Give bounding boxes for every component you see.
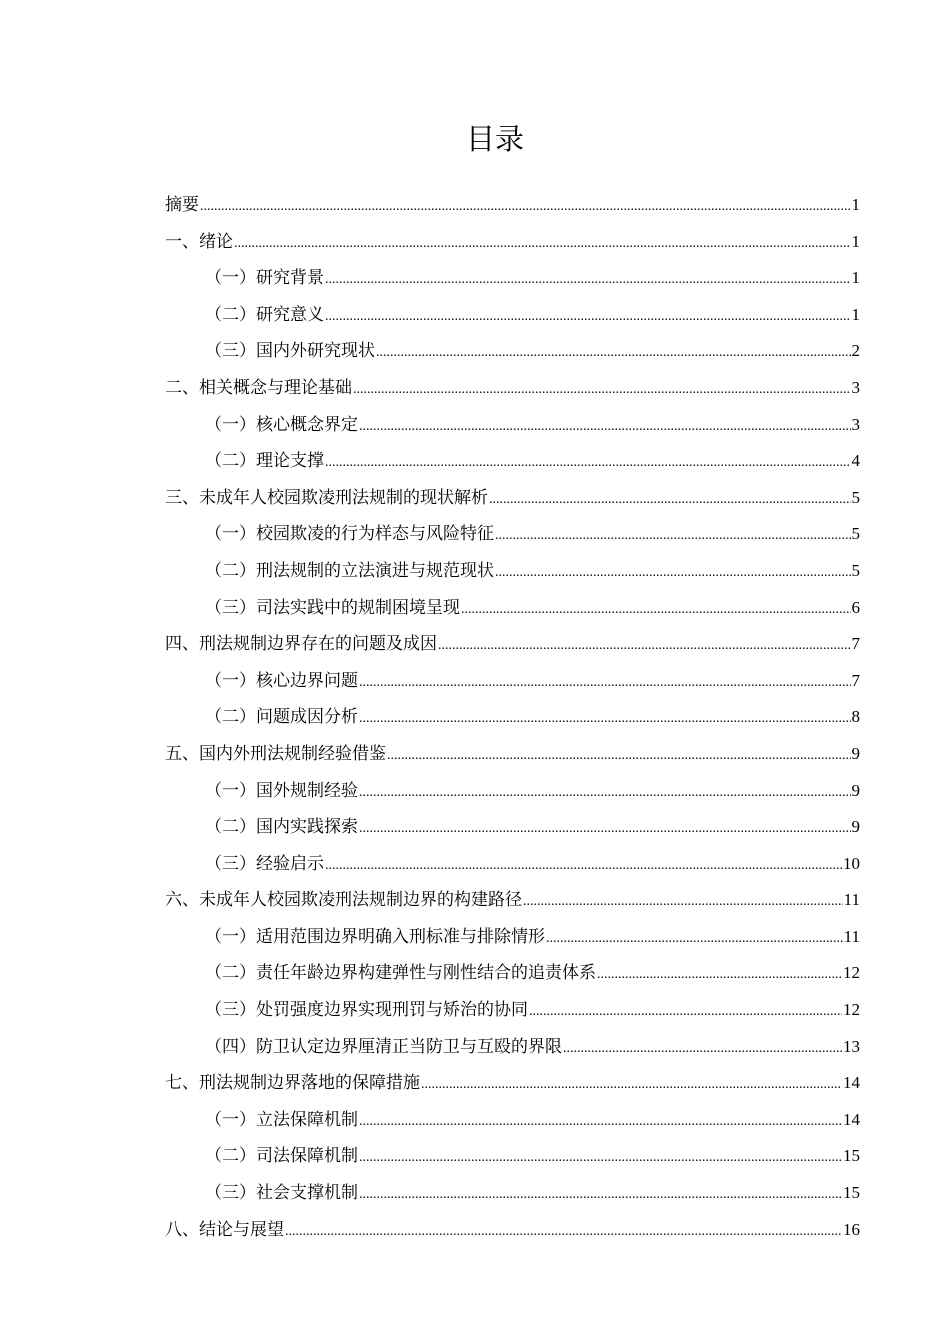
toc-entry-title: （二）刑法规制的立法演进与规范现状 [205, 560, 494, 581]
toc-dot-leader [325, 299, 851, 336]
toc-entry-title: （一）适用范围边界明确入刑标准与排除情形 [205, 926, 545, 947]
toc-entry-title: （二）责任年龄边界构建弹性与刚性结合的追责体系 [205, 963, 596, 984]
toc-dot-leader [325, 848, 842, 885]
toc-dot-leader [376, 335, 851, 372]
toc-page-number: 12 [843, 1000, 860, 1020]
toc-page-number: 3 [851, 414, 860, 434]
toc-entry[interactable] [165, 1102, 860, 1139]
toc-entry[interactable] [165, 407, 860, 444]
toc-entry[interactable] [165, 699, 860, 736]
toc-entry[interactable] [165, 187, 860, 224]
toc-page-number: 11 [843, 890, 860, 910]
toc-entry[interactable] [165, 333, 860, 370]
table-of-contents [165, 187, 860, 1248]
toc-page-number: 3 [851, 377, 860, 397]
toc-entry-title: （一）核心边界问题 [205, 670, 358, 691]
toc-dot-leader [597, 957, 842, 994]
toc-entry[interactable] [165, 297, 860, 334]
toc-page-number: 16 [843, 1219, 860, 1239]
toc-entry[interactable] [165, 516, 860, 553]
toc-entry-title: 五、国内外刑法规制经验借鉴 [165, 743, 386, 764]
page-title: 目录 [465, 122, 524, 156]
toc-entry-title: （二）研究意义 [205, 304, 324, 325]
toc-dot-leader [285, 1214, 842, 1251]
toc-entry[interactable] [165, 370, 860, 407]
toc-page-number: 8 [851, 707, 860, 727]
toc-entry-title: （一）核心概念界定 [205, 414, 358, 435]
toc-entry-title: （二）理论支撑 [205, 451, 324, 472]
toc-page-number: 14 [843, 1073, 860, 1093]
toc-entry-title: （二）司法保障机制 [205, 1146, 358, 1167]
toc-entry[interactable] [165, 663, 860, 700]
toc-dot-leader [359, 1177, 842, 1214]
toc-entry[interactable] [165, 919, 860, 956]
toc-page-number: 9 [851, 817, 860, 837]
toc-entry[interactable] [165, 1138, 860, 1175]
toc-dot-leader [359, 1140, 842, 1177]
toc-page-number: 6 [851, 597, 860, 617]
toc-entry-title: （三）社会支撑机制 [205, 1183, 358, 1204]
toc-page-number: 5 [851, 487, 860, 507]
toc-page-number: 5 [851, 524, 860, 544]
toc-page-number: 2 [851, 341, 860, 361]
toc-dot-leader [546, 921, 843, 958]
toc-entry-title: （三）经验启示 [205, 853, 324, 874]
toc-entry[interactable] [165, 626, 860, 663]
toc-entry[interactable] [165, 846, 860, 883]
toc-entry[interactable] [165, 773, 860, 810]
toc-dot-leader [359, 701, 851, 738]
toc-dot-leader [359, 409, 851, 446]
toc-page-number: 15 [843, 1183, 860, 1203]
toc-entry[interactable] [165, 224, 860, 261]
toc-entry-title: （一）研究背景 [205, 268, 324, 289]
toc-entry[interactable] [165, 1175, 860, 1212]
toc-entry[interactable] [165, 1065, 860, 1102]
toc-entry-title: （三）司法实践中的规制困境呈现 [205, 597, 460, 618]
toc-entry-title: （四）防卫认定边界厘清正当防卫与互殴的界限 [205, 1036, 562, 1057]
toc-entry[interactable] [165, 590, 860, 627]
toc-dot-leader [529, 994, 842, 1031]
toc-dot-leader [563, 1031, 842, 1068]
toc-page-number: 1 [851, 304, 860, 324]
toc-entry[interactable] [165, 955, 860, 992]
toc-entry-title: 四、刑法规制边界存在的问题及成因 [165, 634, 437, 655]
toc-dot-leader [359, 775, 851, 812]
toc-dot-leader [359, 665, 851, 702]
toc-entry-title: 一、绪论 [165, 231, 233, 252]
toc-entry[interactable] [165, 553, 860, 590]
toc-page-number: 15 [843, 1146, 860, 1166]
toc-dot-leader [359, 1104, 842, 1141]
toc-entry-title: （一）国外规制经验 [205, 780, 358, 801]
toc-page-number: 14 [843, 1109, 860, 1129]
toc-dot-leader [353, 372, 851, 409]
toc-entry-title: （二）问题成因分析 [205, 707, 358, 728]
toc-page-number: 7 [851, 634, 860, 654]
toc-dot-leader [495, 518, 851, 555]
toc-page-number: 9 [851, 780, 860, 800]
toc-dot-leader [461, 592, 851, 629]
toc-entry[interactable] [165, 260, 860, 297]
toc-entry-title: （三）国内外研究现状 [205, 341, 375, 362]
toc-page-number: 4 [851, 451, 860, 471]
toc-entry-title: （二）国内实践探索 [205, 817, 358, 838]
toc-dot-leader [438, 628, 851, 665]
toc-dot-leader [325, 262, 851, 299]
toc-page-number: 1 [851, 231, 860, 251]
toc-page-number: 7 [851, 670, 860, 690]
toc-entry[interactable] [165, 443, 860, 480]
toc-dot-leader [387, 738, 851, 775]
toc-entry[interactable] [165, 1212, 860, 1249]
toc-entry-title: 三、未成年人校园欺凌刑法规制的现状解析 [165, 487, 488, 508]
toc-entry-title: 二、相关概念与理论基础 [165, 377, 352, 398]
toc-entry-title: 八、结论与展望 [165, 1219, 284, 1240]
toc-page-number: 11 [843, 926, 860, 946]
toc-dot-leader [359, 811, 851, 848]
toc-entry[interactable] [165, 882, 860, 919]
toc-dot-leader [234, 226, 851, 263]
toc-page-number: 10 [843, 853, 860, 873]
toc-dot-leader [200, 189, 851, 226]
toc-entry[interactable] [165, 480, 860, 517]
toc-entry[interactable] [165, 736, 860, 773]
toc-dot-leader [325, 445, 851, 482]
toc-page-number: 9 [851, 743, 860, 763]
toc-dot-leader [523, 884, 843, 921]
toc-dot-leader [495, 555, 851, 592]
toc-page-number: 13 [843, 1036, 860, 1056]
toc-entry-title: （一）立法保障机制 [205, 1109, 358, 1130]
toc-page-number: 1 [851, 268, 860, 288]
toc-entry[interactable] [165, 992, 860, 1029]
toc-entry[interactable] [165, 1029, 860, 1066]
toc-page-number: 1 [851, 195, 860, 214]
toc-page-number: 5 [851, 560, 860, 580]
toc-entry-title: 摘要 [165, 195, 199, 215]
toc-dot-leader [489, 482, 851, 519]
toc-entry-title: （一）校园欺凌的行为样态与风险特征 [205, 524, 494, 545]
toc-entry[interactable] [165, 809, 860, 846]
toc-entry-title: （三）处罚强度边界实现刑罚与矫治的协同 [205, 1000, 528, 1021]
toc-entry-title: 七、刑法规制边界落地的保障措施 [165, 1073, 420, 1094]
toc-entry-title: 六、未成年人校园欺凌刑法规制边界的构建路径 [165, 890, 522, 911]
toc-dot-leader [421, 1067, 842, 1104]
toc-page-number: 12 [843, 963, 860, 983]
